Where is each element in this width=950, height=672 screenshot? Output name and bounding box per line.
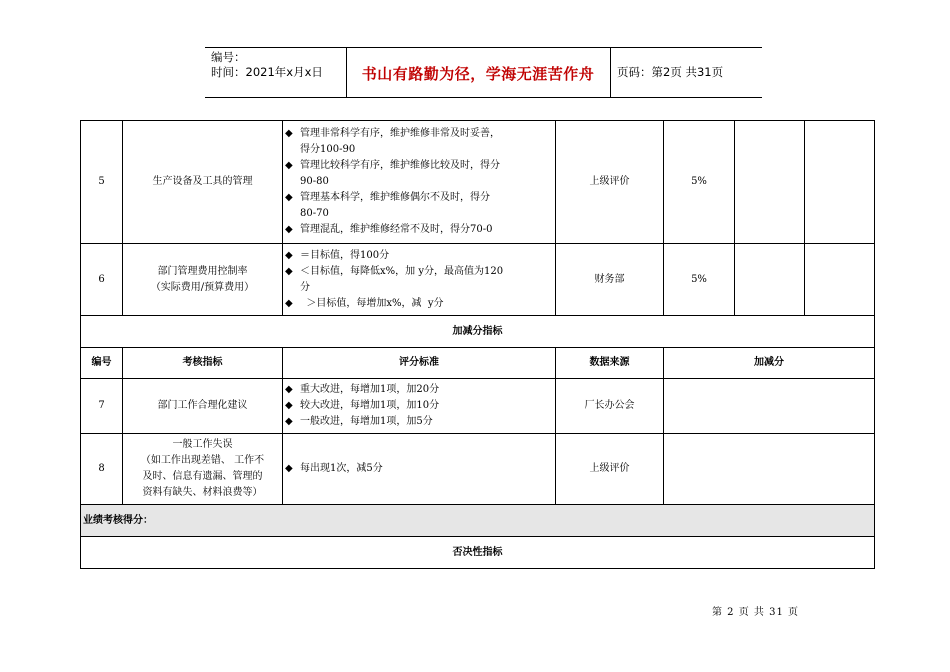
empty-cell <box>735 244 805 316</box>
bullet-diamond-icon: ◆ <box>285 384 293 395</box>
document-date-label: 时间：2021年x月x日 <box>211 65 323 79</box>
criteria-item: ◆ 管理非常科学有序，维护维修非常及时妥善， <box>285 126 553 142</box>
criteria-item: ◆ 管理基本科学，维护维修偶尔不及时，得分 <box>285 190 553 206</box>
header-motto: 书山有路勤为径，学海无涯苦作舟 <box>361 65 595 83</box>
header-divider <box>610 47 611 97</box>
bullet-diamond-icon: ◆ <box>285 416 293 427</box>
row-number: 8 <box>81 434 123 505</box>
bullet-diamond-icon: ◆ <box>285 400 293 411</box>
criteria-cell <box>283 379 556 434</box>
data-source-cell: 上级评价 <box>556 121 664 244</box>
bullet-diamond-icon: ◆ <box>285 265 293 277</box>
indicator-line: 一般工作失误 <box>172 439 233 450</box>
header-top-rule <box>205 47 762 48</box>
criteria-cell <box>283 244 556 316</box>
column-header-score: 加减分 <box>664 348 875 379</box>
criteria-item: ◆ ＜目标值，每降低x%，加 y分，最高值为120 <box>285 264 553 280</box>
criteria-item: ◆ 管理比较科学有序，维护维修比较及时，得分 <box>285 158 553 174</box>
section-row <box>81 537 875 569</box>
indicator-line: 部门管理费用控制率 <box>157 265 248 277</box>
data-source-cell: 财务部 <box>556 244 664 316</box>
data-source-cell: 厂长办公会 <box>556 379 664 434</box>
criteria-item-continuation: 得分100-90 <box>300 144 356 155</box>
header-bottom-rule <box>205 97 762 98</box>
indicator-cell <box>123 434 283 505</box>
criteria-item: ◆ 较大改进，每增加1项，加10分 <box>285 398 553 414</box>
weight-cell: 5% <box>664 244 735 316</box>
indicator-cell <box>123 379 283 434</box>
criteria-cell <box>283 434 556 505</box>
criteria-item: ◆ 重大改进，每增加1项，加20分 <box>285 382 553 398</box>
data-source-cell: 上级评价 <box>556 434 664 505</box>
criteria-item: ◆ 一般改进，每增加1项，加5分 <box>285 414 553 430</box>
criteria-item: ◆ ＞目标值，每增加x%，减 y分 <box>285 296 553 312</box>
row-number: 5 <box>81 121 123 244</box>
indicator-line: 部门工作合理化建议 <box>157 400 248 411</box>
score-summary-row <box>81 505 875 537</box>
bullet-diamond-icon: ◆ <box>285 192 293 203</box>
table-row <box>81 379 875 434</box>
section-row <box>81 316 875 348</box>
bullet-diamond-icon: ◆ <box>285 224 293 235</box>
indicator-cell <box>123 121 283 244</box>
performance-score-label: 业绩考核得分： <box>81 505 875 537</box>
table-row <box>81 434 875 505</box>
empty-cell <box>805 121 875 244</box>
criteria-item: ◆ 每出现1次，减5分 <box>285 461 553 477</box>
column-header-criteria: 评分标准 <box>283 348 556 379</box>
bonus-section-title: 加减分指标 <box>81 316 875 348</box>
bullet-diamond-icon: ◆ <box>285 160 293 171</box>
row-number: 6 <box>81 244 123 316</box>
indicator-line: （如工作出现差错、 工作不 <box>140 455 265 466</box>
criteria-item-continuation: 分 <box>300 281 310 293</box>
weight-cell: 5% <box>664 121 735 244</box>
row-number: 7 <box>81 379 123 434</box>
header-row <box>81 348 875 379</box>
bullet-diamond-icon: ◆ <box>285 463 293 474</box>
indicator-line: （实际费用/预算费用） <box>150 281 255 293</box>
table-row <box>81 244 875 316</box>
table-row <box>81 121 875 244</box>
criteria-item-continuation: 80-70 <box>300 208 329 219</box>
criteria-item: ◆ ＝目标值，得100分 <box>285 248 553 264</box>
column-header-indicator: 考核指标 <box>123 348 283 379</box>
page-number-label: 页码：第2页 共31页 <box>617 65 724 79</box>
indicator-line: 资料有缺失、材料浪费等） <box>142 487 263 498</box>
indicator-line: 生产设备及工具的管理 <box>152 176 253 187</box>
score-cell <box>664 379 875 434</box>
veto-section-title: 否决性指标 <box>81 537 875 569</box>
empty-cell <box>805 244 875 316</box>
bullet-diamond-icon: ◆ <box>285 128 293 139</box>
criteria-cell <box>283 121 556 244</box>
indicator-cell <box>123 244 283 316</box>
criteria-item-continuation: 90-80 <box>300 176 329 187</box>
bullet-diamond-icon: ◆ <box>285 297 293 309</box>
document-number-label: 编号： <box>211 50 246 64</box>
score-cell <box>664 434 875 505</box>
criteria-item: ◆ 管理混乱，维护维修经常不及时，得分70-0 <box>285 222 553 238</box>
indicator-line: 及时、信息有遗漏、管理的 <box>142 471 263 482</box>
empty-cell <box>735 121 805 244</box>
page-footer: 第 2 页 共 31 页 <box>712 607 799 618</box>
assessment-table <box>80 120 875 569</box>
column-header-source: 数据来源 <box>556 348 664 379</box>
column-header-number: 编号 <box>81 348 123 379</box>
bullet-diamond-icon: ◆ <box>285 249 293 261</box>
